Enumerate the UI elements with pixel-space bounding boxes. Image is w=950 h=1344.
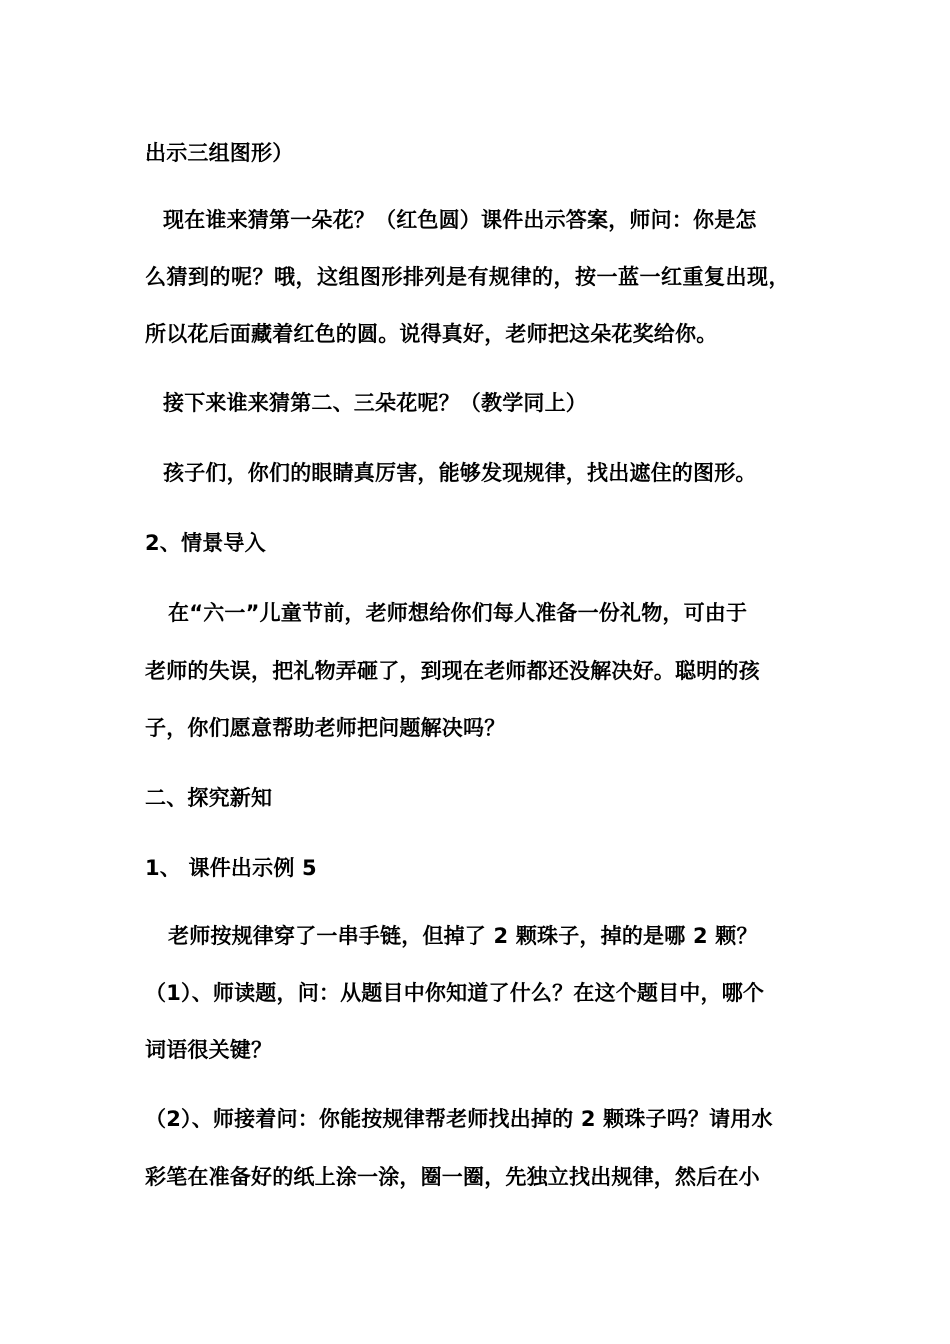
- text-line: 孩子们，你们的眼睛真厉害，能够发现规律，找出遮住的图形。: [163, 461, 757, 485]
- section-heading: 2、情景导入: [145, 531, 266, 555]
- text-line: 在“六一”儿童节前，老师想给你们每人准备一份礼物，可由于: [168, 601, 748, 625]
- text-line: 子，你们愿意帮助老师把问题解决吗？: [145, 716, 506, 740]
- section-heading: 二、探究新知: [145, 786, 273, 810]
- section-heading: 1、 课件出示例 5: [145, 856, 317, 880]
- text-line: 出示三组图形）: [145, 141, 294, 165]
- text-line: 现在谁来猜第一朵花？（红色圆）课件出示答案，师问：你是怎: [163, 208, 757, 232]
- text-line: 接下来谁来猜第二、三朵花呢？（教学同上）: [163, 391, 587, 415]
- text-line: （2）、师接着问：你能按规律帮老师找出掉的 2 颗珠子吗？请用水: [145, 1107, 773, 1131]
- text-line: 么猜到的呢？哦，这组图形排列是有规律的，按一蓝一红重复出现，: [145, 265, 790, 289]
- text-line: 老师的失误，把礼物弄砸了，到现在老师都还没解决好。聪明的孩: [145, 659, 760, 683]
- text-line: 彩笔在准备好的纸上涂一涂，圈一圈，先独立找出规律，然后在小: [145, 1165, 760, 1189]
- text-line: （1）、师读题，问：从题目中你知道了什么？在这个题目中，哪个: [145, 981, 765, 1005]
- text-line: 所以花后面藏着红色的圆。说得真好，老师把这朵花奖给你。: [145, 322, 718, 346]
- text-line: 词语很关键？: [145, 1038, 273, 1062]
- text-line: 老师按规律穿了一串手链，但掉了 2 颗珠子，掉的是哪 2 颗？: [168, 924, 758, 948]
